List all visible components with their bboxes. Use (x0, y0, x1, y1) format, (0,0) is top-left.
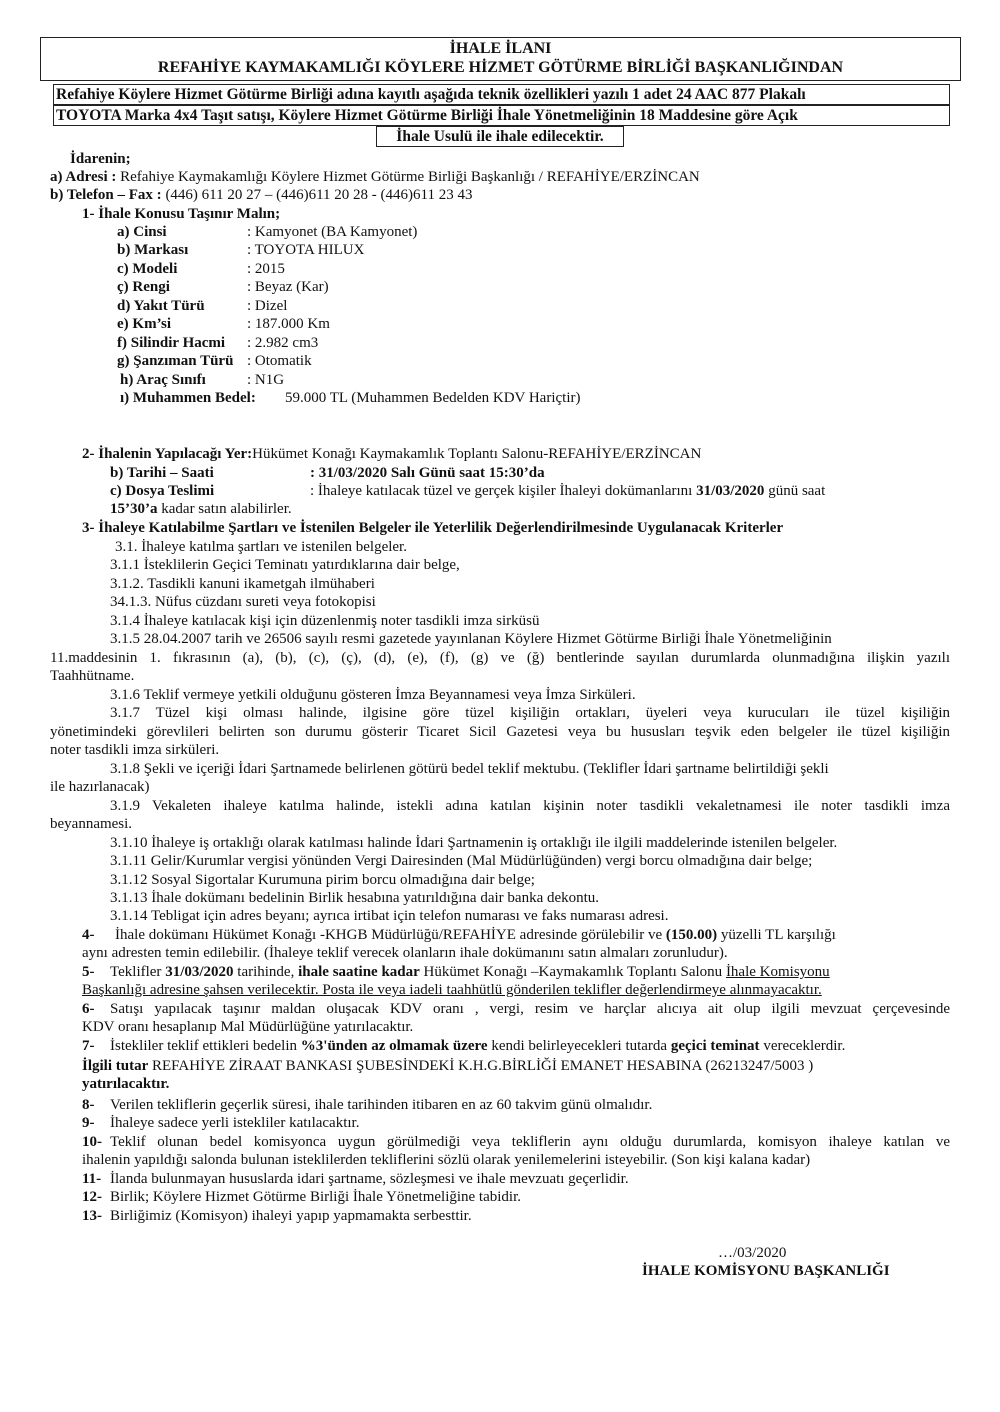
intro-line-3: İhale Usulü ile ihale edilecektir. (376, 126, 624, 147)
tarih-label: b) Tarihi – Saati (110, 465, 214, 481)
spec-value: : Dizel (247, 298, 288, 314)
s5-deadline: ihale saatine kadar (298, 964, 420, 980)
idare-adres (50, 168, 700, 186)
section-7-line-2 (82, 1057, 813, 1075)
spec-label: ı) Muhammen Bedel: (120, 390, 256, 406)
spec-value: : TOYOTA HILUX (247, 242, 365, 258)
criteria-line: 3.1.13 İhale dokümanı bedelinin Birlik hesabına yatırıldığına dair banka dekontu. (110, 890, 600, 906)
section-6-line-2: KDV oranı hesaplanıp Mal Müdürlüğüne yatırılacaktır. (82, 1019, 414, 1035)
s5-text-2: tarihinde, (233, 964, 299, 980)
s7-bank: REFAHİYE ZİRAAT BANKASI ŞUBESİNDEKİ K.H.G.BİRLİĞİ EMANET HESABINA (26213247/5003 ) (148, 1058, 814, 1074)
telefon-value: (446) 611 20 27 – (446)611 20 28 - (446)611 23 43 (165, 187, 473, 203)
criteria-line: 3.1.7 Tüzel kişi olması halinde, ilgisine göre tüzel kişiliğin ortakları, üyeleri veya kurucuları ile tüzel kişiliğin (110, 705, 950, 721)
section-2-heading (82, 445, 701, 463)
criteria-line: noter tasdikli imza sirküleri. (50, 742, 220, 758)
item-text: Teklif olunan bedel komisyonca uygun görülmediği veya tekliflerin aynı olduğu durumlarda, komisyon ihaleye katılan ve (110, 1134, 950, 1150)
criteria-line: 3.1.6 Teklif vermeye yetkili olduğunu gösteren İmza Beyannamesi veya İmza Sirküleri. (110, 687, 636, 703)
dosya-text-2: kadar satın alabilirler. (157, 501, 292, 517)
section-6-num: 6- (82, 1001, 95, 1017)
spec-label: c) Modeli (117, 261, 178, 277)
spec-label: f) Silindir Hacmi (117, 335, 226, 351)
tarih-value: : 31/03/2020 Salı Günü saat 15:30’da (310, 465, 545, 481)
item-text: İhaleye sadece yerli istekliler katılacaktır. (110, 1115, 360, 1131)
spec-label: ç) Rengi (117, 279, 170, 295)
intro-line-1: Refahiye Köylere Hizmet Götürme Birliği adına kayıtlı aşağıda teknik özellikleri yazılı 1 adet 24 AAC 877 Plakalı (53, 84, 950, 105)
dosya-value (310, 482, 825, 500)
item-num: 8- (82, 1097, 95, 1113)
s5-commission: İhale Komisyonu (725, 964, 830, 980)
criteria-line: 3.1.2. Tasdikli kanuni ikametgah ilmühaberi (110, 576, 375, 592)
dosya-label: c) Dosya Teslimi (110, 483, 215, 499)
s7-text: İstekliler teklif ettikleri bedelin (110, 1038, 301, 1054)
section-1-heading: 1- İhale Konusu Taşınır Malın; (82, 206, 281, 222)
spec-value: : Beyaz (Kar) (247, 279, 329, 295)
section-4-line-1 (115, 926, 836, 944)
section-2-label: 2- İhalenin Yapılacağı Yer: (82, 446, 253, 462)
section-5-line-1 (110, 963, 830, 981)
criteria-line: 3.1. İhaleye katılma şartları ve istenilen belgeler. (115, 539, 407, 555)
footer-date: …/03/2020 (718, 1245, 787, 1261)
criteria-line: yönetimindeki görevlileri belirten son durumu gösterir Ticaret Sicil Gazetesi veya bu hususları teşvik eden belgeler ile tüzel kişiliğin (50, 724, 950, 740)
notice-subtitle: REFAHİYE KAYMAKAMLIĞI KÖYLERE HİZMET GÖTÜRME BİRLİĞİ BAŞKANLIĞINDAN (157, 59, 844, 76)
criteria-line: 34.1.3. Nüfus cüzdanı sureti veya fotokopisi (110, 594, 376, 610)
item-num: 11- (82, 1171, 102, 1187)
criteria-line: beyannamesi. (50, 816, 133, 832)
notice-title: İHALE İLANI (449, 40, 552, 57)
criteria-line: ile hazırlanacak) (50, 779, 150, 795)
spec-value: : 2.982 cm3 (247, 335, 319, 351)
s7-percent: %3'ünden az olmamak üzere (300, 1038, 488, 1054)
criteria-line: 3.1.5 28.04.2007 tarih ve 26506 sayılı resmi gazetede yayınlanan Köylere Hizmet Götürme Birliği İhale Yönetmeliğinin (110, 631, 832, 647)
criteria-line: 3.1.14 Tebligat için adres beyanı; ayrıca irtibat için telefon numarası ve faks numarası adresi. (110, 908, 669, 924)
item-text: Verilen tekliflerin geçerlik süresi, ihale tarihinden itibaren en az 60 takvim günü olmalıdır. (110, 1097, 653, 1113)
criteria-line: 3.1.11 Gelir/Kurumlar vergisi yönünden Vergi Dairesinden (Mal Müdürlüğünden) vergi borcu olmadığına dair belge; (110, 853, 813, 869)
criteria-line: 3.1.8 Şekli ve içeriği İdari Şartnamede belirlenen götürü bedel teklif mektubu. (Teklifler İdari şartname belirtildiği şekli (110, 761, 829, 777)
s7-guarantee: geçici teminat (670, 1038, 760, 1054)
dosya-value-2 (110, 500, 292, 518)
spec-value: : Kamyonet (BA Kamyonet) (247, 224, 418, 240)
adres-label: a) Adresi : (50, 169, 117, 185)
spec-value: 59.000 TL (Muhammen Bedelden KDV Hariçtir) (285, 390, 581, 406)
s7-text-end: vereceklerdir. (759, 1038, 846, 1054)
criteria-line: 11.maddesinin 1. fıkrasının (a), (b), (c), (ç), (d), (e), (f), (g) ve (ğ) bentlerinde sayılan durumlarda olunmadığına ilişkin yazılı (50, 650, 950, 666)
s4-text: İhale dokümanı Hükümet Konağı -KHGB Müdürlüğü/REFAHİYE adresinde görülebilir ve (115, 927, 666, 943)
adres-value: Refahiye Kaymakamlığı Köylere Hizmet Götürme Birliği Başkanlığı / REFAHİYE/ERZİNCAN (120, 169, 700, 185)
criteria-line: 3.1.9 Vekaleten ihaleye katılma halinde, istekli adına katılan kişinin noter tasdikli vekaletnamesi ile noter tasdikli imza (110, 798, 950, 814)
item-text: ihalenin yapıldığı salonda bulunan isteklilerden tekliflerini sözlü olarak yenilemelerini isteyebilir. (Son kişi kalana kadar) (82, 1152, 811, 1168)
criteria-line: 3.1.12 Sosyal Sigortalar Kurumuna pirim borcu olmadığına dair belge; (110, 872, 535, 888)
section-2-value: Hükümet Konağı Kaymakamlık Toplantı Salonu-REFAHİYE/ERZİNCAN (252, 446, 702, 462)
idare-heading: İdarenin; (70, 151, 131, 167)
criteria-line: 3.1.1 İsteklilerin Geçici Teminatı yatırdıklarına dair belge, (110, 557, 460, 573)
title-box (40, 37, 961, 81)
section-5-line-2: Başkanlığı adresine şahsen verilecektir. Posta ile veya iadeli taahhütlü gönderilen teklifler değerlendirmeye alınmayacaktır. (82, 982, 822, 998)
item-text: İlanda bulunmayan hususlarda idari şartname, sözleşmesi ve ihale mevzuatı geçerlidir. (110, 1171, 629, 1187)
spec-label: a) Cinsi (117, 224, 167, 240)
section-4-line-2: aynı adresten temin edilebilir. (İhaleye teklif verecek olanların ihale dokümanını satın almaları zorunludur). (82, 945, 728, 961)
item-num: 10- (82, 1134, 102, 1150)
s5-text: Teklifler (110, 964, 166, 980)
section-7-line-3: yatırılacaktır. (82, 1076, 170, 1092)
footer-signature: İHALE KOMİSYONU BAŞKANLIĞI (642, 1263, 890, 1279)
item-num: 12- (82, 1189, 102, 1205)
intro-line-2: TOYOTA Marka 4x4 Taşıt satışı, Köylere Hizmet Götürme Birliği İhale Yönetmeliğinin 18 Maddesine göre Açık (53, 105, 950, 126)
dosya-text: : İhaleye katılacak tüzel ve gerçek kişiler İhaleyi dokümanlarını (310, 483, 697, 499)
item-text: Birlik; Köylere Hizmet Götürme Birliği İhale Yönetmeliğine tabidir. (110, 1189, 522, 1205)
s7-amount-label: İlgili tutar (82, 1058, 149, 1074)
item-num: 9- (82, 1115, 95, 1131)
criteria-line: 3.1.10 İhaleye iş ortaklığı olarak katılması halinde İdari Şartnamenin iş ortaklığı ile ilgili maddelerinde istenilen belgeler. (110, 835, 838, 851)
idare-telefon (50, 186, 472, 204)
spec-label: g) Şanzıman Türü (117, 353, 234, 369)
section-6-line-1: Satışı yapılacak taşınır maldan oluşacak KDV oranı , vergi, resim ve harçlar alıcıya ait olup ilgili mevzuat çerçevesinde (110, 1001, 950, 1017)
section-5-num: 5- (82, 964, 95, 980)
spec-label: d) Yakıt Türü (117, 298, 205, 314)
s4-text-end: yüzelli TL karşılığı (717, 927, 836, 943)
spec-label: e) Km’si (117, 316, 172, 332)
s5-date: 31/03/2020 (165, 964, 234, 980)
criteria-line: 3.1.4 İhaleye katılacak kişi için düzenlenmiş noter tasdikli imza sirküsü (110, 613, 540, 629)
criteria-line: Taahhütname. (50, 668, 135, 684)
section-7-num: 7- (82, 1038, 95, 1054)
s5-place: Hükümet Konağı –Kaymakamlık Toplantı Salonu (419, 964, 726, 980)
spec-value: : 2015 (247, 261, 285, 277)
spec-label: b) Markası (117, 242, 189, 258)
s4-amount: (150.00) (665, 927, 718, 943)
section-3-heading: 3- İhaleye Katılabilme Şartları ve İstenilen Belgeler ile Yeterlilik Değerlendirilmesinde Uygulanacak Kriterler (82, 520, 784, 536)
dosya-text-end: günü saat (764, 483, 826, 499)
section-7-line-1 (110, 1037, 845, 1055)
spec-value: : 187.000 Km (247, 316, 330, 332)
dosya-time: 15’30’a (110, 501, 158, 517)
spec-value: : N1G (247, 372, 285, 388)
s7-text-2: kendi belirleyecekleri tutarda (487, 1038, 671, 1054)
item-num: 13- (82, 1208, 102, 1224)
spec-label: h) Araç Sınıfı (120, 372, 206, 388)
spec-value: : Otomatik (247, 353, 312, 369)
section-4-num: 4- (82, 927, 95, 943)
item-text: Birliğimiz (Komisyon) ihaleyi yapıp yapmamakta serbesttir. (110, 1208, 472, 1224)
telefon-label: b) Telefon – Fax : (50, 187, 162, 203)
dosya-date: 31/03/2020 (696, 483, 765, 499)
